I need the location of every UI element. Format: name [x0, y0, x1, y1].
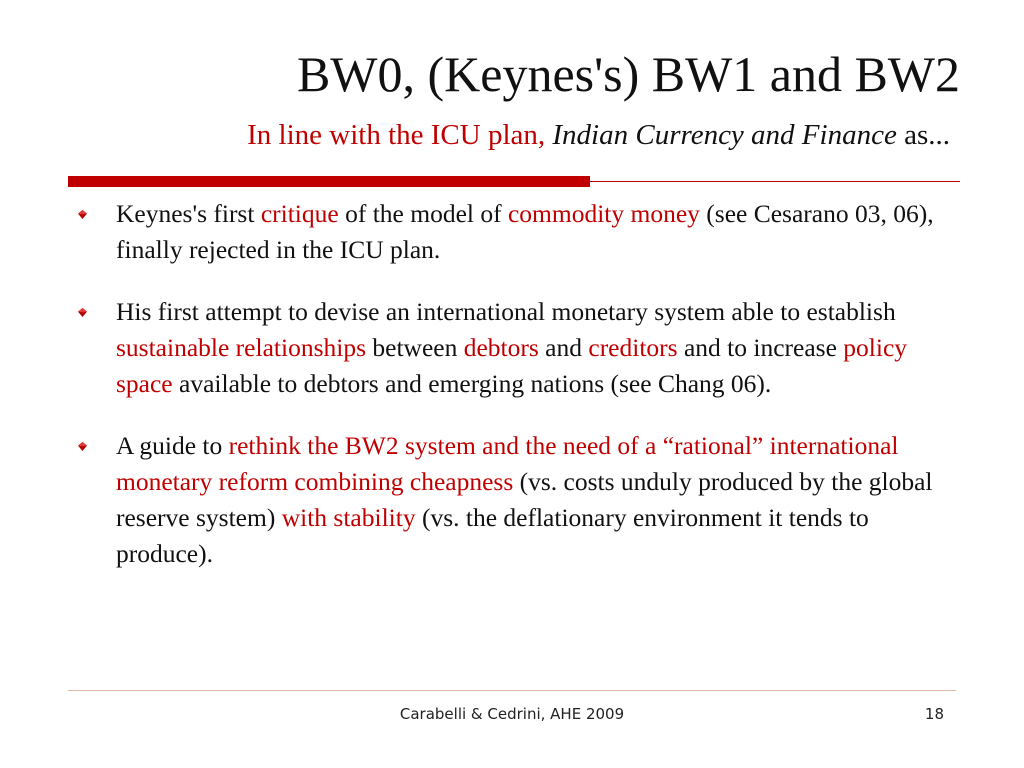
bullet-text-segment: with stability	[281, 503, 416, 532]
slide-subtitle	[247, 115, 950, 155]
bullet-text-segment: rethink the BW2 system and the need of a “rational” international monetary reform combining cheapness	[116, 431, 899, 496]
footer-divider	[68, 690, 956, 691]
bullet-list	[68, 196, 968, 598]
slide-title: BW0, (Keynes's) BW1 and BW2	[296, 46, 960, 102]
bullet-text-segment: of the model of	[338, 199, 508, 228]
bullet-text-segment: creditors	[588, 333, 678, 362]
bullet-text-segment: and	[538, 333, 589, 362]
bullet-text-segment: sustainable relationships	[116, 333, 366, 362]
bullet-text-segment: (see Cesarano 03, 06), finally rejected in the ICU plan.	[116, 199, 934, 264]
title-divider-thick	[68, 176, 590, 187]
red-diamond-bullet-icon	[78, 210, 87, 219]
page-number: 18	[924, 705, 944, 723]
bullet-text-segment: between	[366, 333, 464, 362]
title-divider-thin	[590, 181, 960, 182]
bullet-text-segment: and to increase	[677, 333, 844, 362]
bullet-item	[68, 428, 956, 572]
subtitle-part-3: as...	[896, 119, 950, 151]
bullet-text-segment: (vs. costs unduly produced by the global reserve system)	[116, 467, 933, 532]
bullet-item	[68, 294, 956, 402]
bullet-text-segment: Keynes's first	[116, 199, 261, 228]
bullet-text-segment: critique	[260, 199, 339, 228]
bullet-text-segment: debtors	[463, 333, 539, 362]
bullet-text-segment: available to debtors and emerging nations (see Chang 06).	[172, 369, 772, 398]
red-diamond-bullet-icon	[78, 308, 87, 317]
bullet-text-segment: His first attempt to devise an international monetary system able to establish	[116, 297, 896, 326]
bullet-item	[68, 196, 956, 268]
footer-text: Carabelli & Cedrini, AHE 2009	[399, 705, 625, 723]
bullet-text-segment: policy space	[116, 333, 908, 398]
red-diamond-bullet-icon	[78, 442, 87, 451]
bullet-text-segment: commodity money	[507, 199, 700, 228]
bullet-text-segment: A guide to	[116, 431, 229, 460]
bullet-text-segment: (vs. the deflationary environment it tends to produce).	[116, 503, 869, 568]
subtitle-part-1: In line with the ICU plan,	[247, 119, 553, 151]
subtitle-book-title: Indian Currency and Finance	[552, 119, 897, 151]
